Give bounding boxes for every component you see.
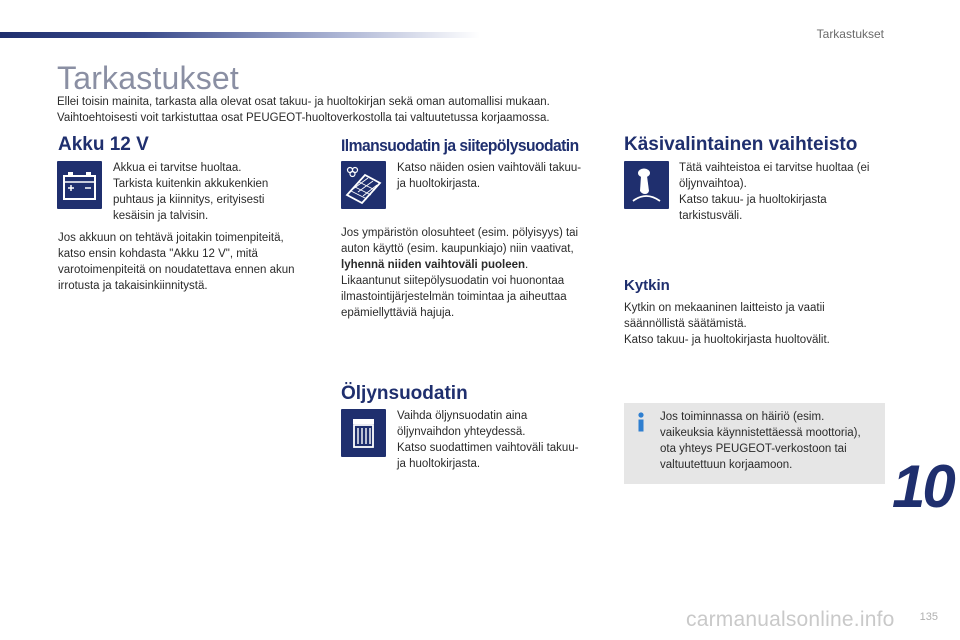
text-line: säännöllistä säätämistä. (624, 318, 747, 330)
text-line (341, 257, 611, 273)
info-box (624, 403, 885, 484)
text-line: puhtaus ja kiinnitys, erityisesti (113, 194, 265, 206)
text-line: katso ensin kohdasta "Akku 12 V", mitä (58, 248, 258, 260)
text-line: irrotusta ja takaisinkiinnitystä. (58, 280, 208, 292)
text-line: ja huoltokirjasta. (397, 458, 481, 470)
text-line: Katso takuu- ja huoltokirjasta huoltovälit. (624, 334, 830, 346)
air-filter-side-text (397, 160, 607, 192)
text-line: Katso suodattimen vaihtoväli takuu- (397, 442, 579, 454)
text-line: Kytkin on mekaaninen laitteisto ja vaatii (624, 302, 825, 314)
text-line: Katso näiden osien vaihtoväli takuu- (397, 162, 582, 174)
text-line: kesäisin ja talvisin. (113, 210, 209, 222)
intro-line: Ellei toisin mainita, tarkasta alla olevat osat takuu- ja huoltokirjan sekä oman automallisi mukaan. (57, 96, 550, 108)
text-line: Tätä vaihteistoa ei tarvitse huoltaa (ei (679, 162, 870, 174)
battery-body-text (58, 230, 323, 294)
text-line: varotoimenpiteitä on noudatettava ennen akun (58, 264, 295, 276)
oil-filter-section-title: Öljynsuodatin (341, 383, 468, 404)
oil-filter-side-text (397, 408, 612, 472)
gearbox-section-title: Käsivalintainen vaihteisto (624, 134, 858, 155)
air-filter-icon (341, 161, 386, 209)
battery-section-title: Akku 12 V (58, 134, 149, 155)
info-text (660, 409, 882, 473)
text-line: vaikeuksia käynnistettäessä moottoria), (660, 427, 861, 439)
running-head: Tarkastukset (816, 27, 884, 41)
text-line: öljynvaihtoa). (679, 178, 747, 190)
battery-side-text (113, 160, 323, 224)
punctuation: . (525, 259, 529, 271)
emphasis-text: lyhennä niiden vaihtoväli puoleen (341, 259, 526, 271)
text-line: Vaihda öljynsuodatin aina (397, 410, 528, 422)
air-filter-body-text (341, 225, 611, 321)
clutch-section-title: Kytkin (624, 277, 670, 294)
text-line: epämiellyttäviä hajuja. (341, 307, 455, 319)
text-line: Katso takuu- ja huoltokirjasta (679, 194, 827, 206)
clutch-body-text (624, 300, 889, 348)
battery-icon (57, 161, 102, 209)
text-line: Jos akkuun on tehtävä joitakin toimenpiteitä, (58, 232, 284, 244)
watermark: carmanualsonline.info (686, 608, 895, 631)
text-line: valtuutettuun korjaamoon. (660, 459, 793, 471)
gearbox-side-text (679, 160, 889, 224)
header-gradient-bar (0, 32, 480, 38)
text-line: Tarkista kuitenkin akkukenkien (113, 178, 269, 190)
text-line: auton käyttö (esim. kaupunkiajo) niin vaativat, (341, 243, 574, 255)
text-line: ilmastointijärjestelmän toimintaa ja aiheuttaa (341, 291, 567, 303)
info-icon (634, 411, 648, 433)
page-title: Tarkastukset (57, 60, 240, 96)
chapter-number: 10 (892, 453, 953, 520)
text-line: Jos toiminnassa on häiriö (esim. (660, 411, 825, 423)
gear-lever-icon (624, 161, 669, 209)
text-line: öljynvaihdon yhteydessä. (397, 426, 526, 438)
page-number: 135 (919, 611, 938, 623)
intro-line: Vaihtoehtoisesti voit tarkistuttaa osat PEUGEOT-huoltoverkostolla tai valtuutetussa korjaamossa. (57, 112, 550, 124)
text-line: Likaantunut siitepölysuodatin voi huonontaa (341, 275, 565, 287)
text-line: ja huoltokirjasta. (397, 178, 481, 190)
text-line: Jos ympäristön olosuhteet (esim. pölyisyys) tai (341, 227, 579, 239)
text-line: tarkistusväli. (679, 210, 743, 222)
air-filter-section-title: Ilmansuodatin ja siitepölysuodatin (341, 136, 579, 155)
text-line: ota yhteys PEUGEOT-verkostoon tai (660, 443, 847, 455)
oil-filter-icon (341, 409, 386, 457)
text-line: Akkua ei tarvitse huoltaa. (113, 162, 242, 174)
intro-text (57, 94, 617, 126)
